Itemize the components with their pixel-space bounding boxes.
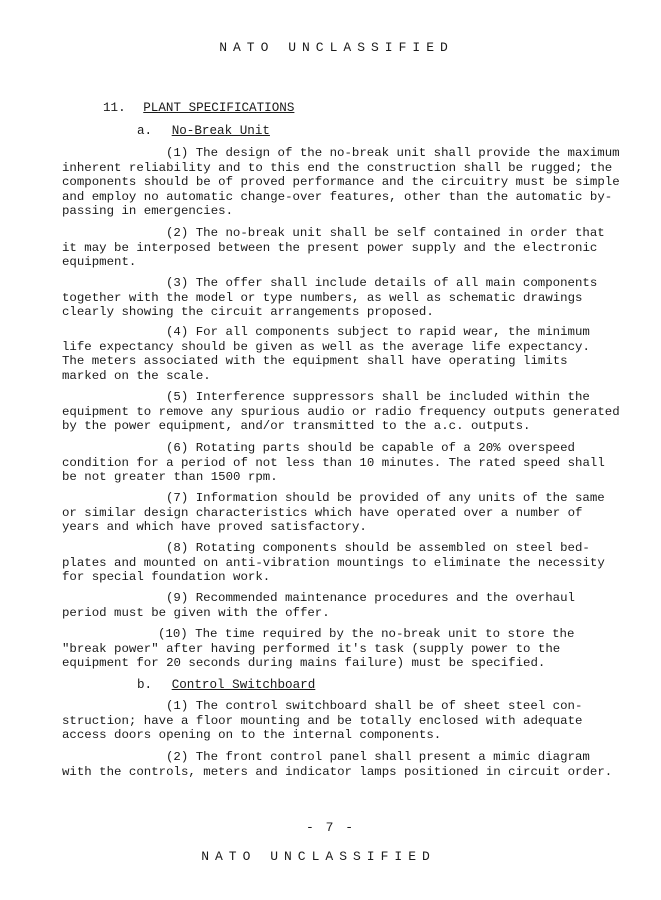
paragraph-a8 [62,541,622,585]
paragraph-line: (2) The front control panel shall present a mimic diagram [166,750,590,764]
paragraph-a1 [62,146,622,219]
paragraph-line: equipment for 20 seconds during mains failure) must be specified. [62,656,546,671]
paragraph-line: by the power equipment, and/or transmitted to the a.c. outputs. [62,419,531,434]
header-classification: NATO UNCLASSIFIED [219,40,454,55]
paragraph-line: access doors opening on to the internal components. [62,728,442,743]
paragraph-a4 [62,325,622,383]
paragraph-line: period must be given with the offer. [62,605,330,620]
paragraph-line: passing in emergencies. [62,204,234,219]
paragraph-line: inherent reliability and to this end the construction shall be rugged; the [62,160,613,175]
paragraph-line: (6) Rotating parts should be capable of a 20% overspeed [166,441,575,455]
paragraph-line: (2) The no-break unit shall be self contained in order that [166,226,605,240]
subsection-b-heading [137,678,315,692]
section-number: 11. [103,101,126,115]
paragraph-a3 [62,276,622,320]
paragraph-line: (3) The offer shall include details of all main components [166,276,598,290]
paragraph-line: "break power" after having performed it's task (supply power to the [62,641,561,656]
footer-classification: NATO UNCLASSIFIED [201,849,436,864]
paragraph-line: (7) Information should be provided of any units of the same [166,491,605,505]
subsection-a-heading [137,124,270,138]
paragraph-line: The meters associated with the equipment shall have operating limits [62,354,568,369]
paragraph-a2 [62,226,622,270]
paragraph-line: marked on the scale. [62,368,211,383]
paragraph-line: or similar design characteristics which have operated over a number of [62,505,583,520]
subsection-b-title: Control Switchboard [171,678,316,692]
paragraph-line: components should be of proved performance and the circuitry must be simple [62,175,620,190]
paragraph-line: equipment to remove any spurious audio or radio frequency outputs generated [62,404,620,419]
paragraph-line: together with the model or type numbers, as well as schematic drawings [62,290,583,305]
paragraph-a6 [62,441,622,485]
paragraph-line: struction; have a floor mounting and be totally enclosed with adequate [62,713,583,728]
paragraph-line: (8) Rotating components should be assembled on steel bed- [166,541,590,555]
paragraph-line: with the controls, meters and indicator lamps positioned in circuit order. [62,764,613,779]
paragraph-line: life expectancy should be given as well as the average life expectancy. [62,339,590,354]
paragraph-line: (1) The control switchboard shall be of sheet steel con- [166,699,583,713]
subsection-a-title: No-Break Unit [171,124,270,138]
paragraph-line: years and which have proved satisfactory. [62,520,367,535]
paragraph-a7 [62,491,622,535]
paragraph-line: (9) Recommended maintenance procedures and the overhaul [166,591,575,605]
paragraph-line: clearly showing the circuit arrangements proposed. [62,305,434,320]
paragraph-line: equipment. [62,255,137,270]
paragraph-line: (4) For all components subject to rapid wear, the minimum [166,325,590,339]
paragraph-line: condition for a period of not less than 10 minutes. The rated speed shall [62,455,605,470]
paragraph-a9 [62,591,622,620]
paragraph-a10 [62,627,622,671]
subsection-b-letter: b. [137,678,153,692]
paragraph-line: (5) Interference suppressors shall be included within the [166,390,590,404]
paragraph-line: (1) The design of the no-break unit shall provide the maximum [166,146,620,160]
paragraph-line: be not greater than 1500 rpm. [62,470,278,485]
paragraph-line: and employ no automatic change-over features, other than the automatic by- [62,189,613,204]
section-title: PLANT SPECIFICATIONS [143,101,295,115]
page-number: - 7 - [305,820,355,835]
paragraph-b2 [62,750,622,779]
paragraph-line: plates and mounted on anti-vibration mountings to eliminate the necessity [62,555,605,570]
paragraph-line: (10) The time required by the no-break unit to store the [158,627,575,641]
paragraph-a5 [62,390,622,434]
paragraph-line: for special foundation work. [62,570,271,585]
paragraph-line: it may be interposed between the present power supply and the electronic [62,240,598,255]
subsection-a-letter: a. [137,124,153,138]
paragraph-b1 [62,699,622,743]
section-heading [103,101,294,115]
